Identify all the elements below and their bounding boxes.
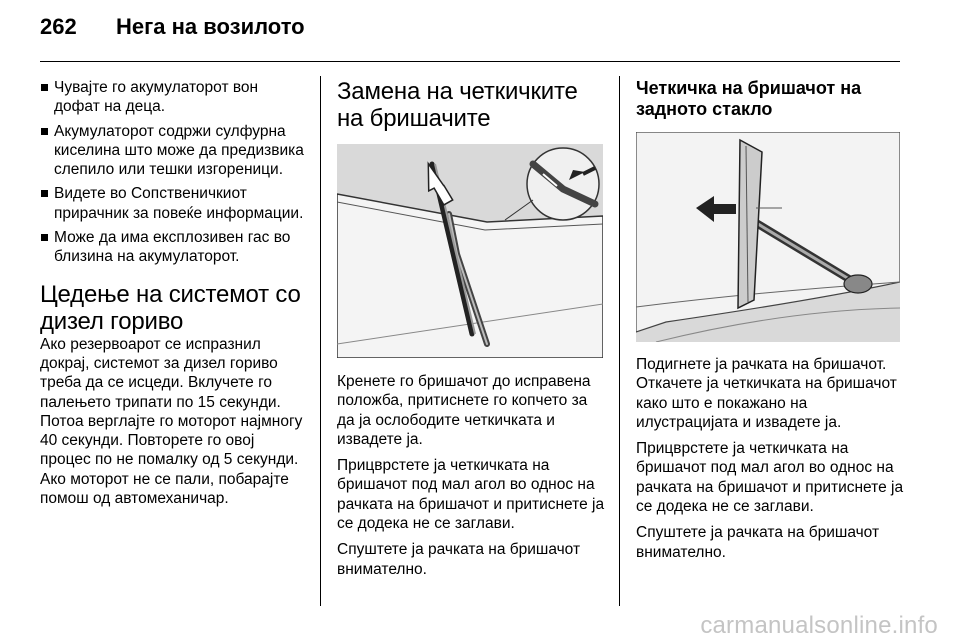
paragraph-rear-3: Спуштете ја рачката на бришачот внимателно. (636, 524, 880, 561)
section-heading-wipers: Замена на четкичките на бришачите (337, 78, 578, 132)
bullet-item: Може да има експлозивен гас во близина на акумулаторот. (40, 228, 305, 267)
running-title: Нега на возилото (116, 14, 305, 39)
section-heading-diesel: Цедење на системот со дизел гориво (40, 280, 301, 335)
column-divider-2 (619, 76, 620, 606)
paragraph-wiper-1: Кренете го бришачот до исправена положба, притиснете го копчето за да ја ослободите четкичката и извадете ја. (337, 373, 591, 448)
paragraph-diesel: Ако резервоарот се испразнил докрај, системот за дизел гориво треба да се исцеди. Вклучете го палењето трипати по 15 секунди. Потоа верглајте го моторот најмногу 40 секунди. Повторете го овој процес по не помалку од 5 секунди. Ако моторот не се пали, побарајте помош од автомеханичар. (40, 335, 303, 508)
column-middle (337, 78, 607, 586)
warning-bullet-list (40, 78, 305, 267)
watermark: carmanualsonline.info (700, 612, 938, 639)
column-left (40, 78, 305, 515)
paragraph-rear-1: Подигнете ја рачката на бришачот. Откачете ја четкичката на бришачот како што е покажано на илустрацијата и извадете ја. (636, 356, 897, 431)
page-number: 262 (40, 14, 77, 39)
column-divider-1 (320, 76, 321, 606)
sub-heading-rear-wiper: Четкичка на бришачот на задното стакло (636, 78, 862, 119)
front-wiper-illustration (337, 144, 603, 358)
rear-wiper-illustration (636, 132, 900, 342)
header-rule (40, 61, 900, 62)
bullet-item: Видете во Сопственичкиот прирачник за повеќе информации. (40, 184, 305, 223)
paragraph-wiper-3: Спуштете ја рачката на бришачот внимателно. (337, 541, 581, 578)
paragraph-wiper-2: Прицврстете ја четкичката на бришачот под мал агол во однос на рачката на бришачот и притиснете ја се додека не се заглави. (337, 457, 605, 533)
bullet-item: Чувајте го акумулаторот вон дофат на деца. (40, 78, 305, 117)
column-right (636, 78, 904, 569)
paragraph-rear-2: Прицврстете ја четкичката на бришачот под мал агол во однос на рачката на бришачот и притиснете ја се додека не се заглави. (636, 440, 904, 516)
bullet-item: Акумулаторот содржи сулфурна киселина што може да предизвика слепило или тешки изгореници. (40, 122, 305, 180)
